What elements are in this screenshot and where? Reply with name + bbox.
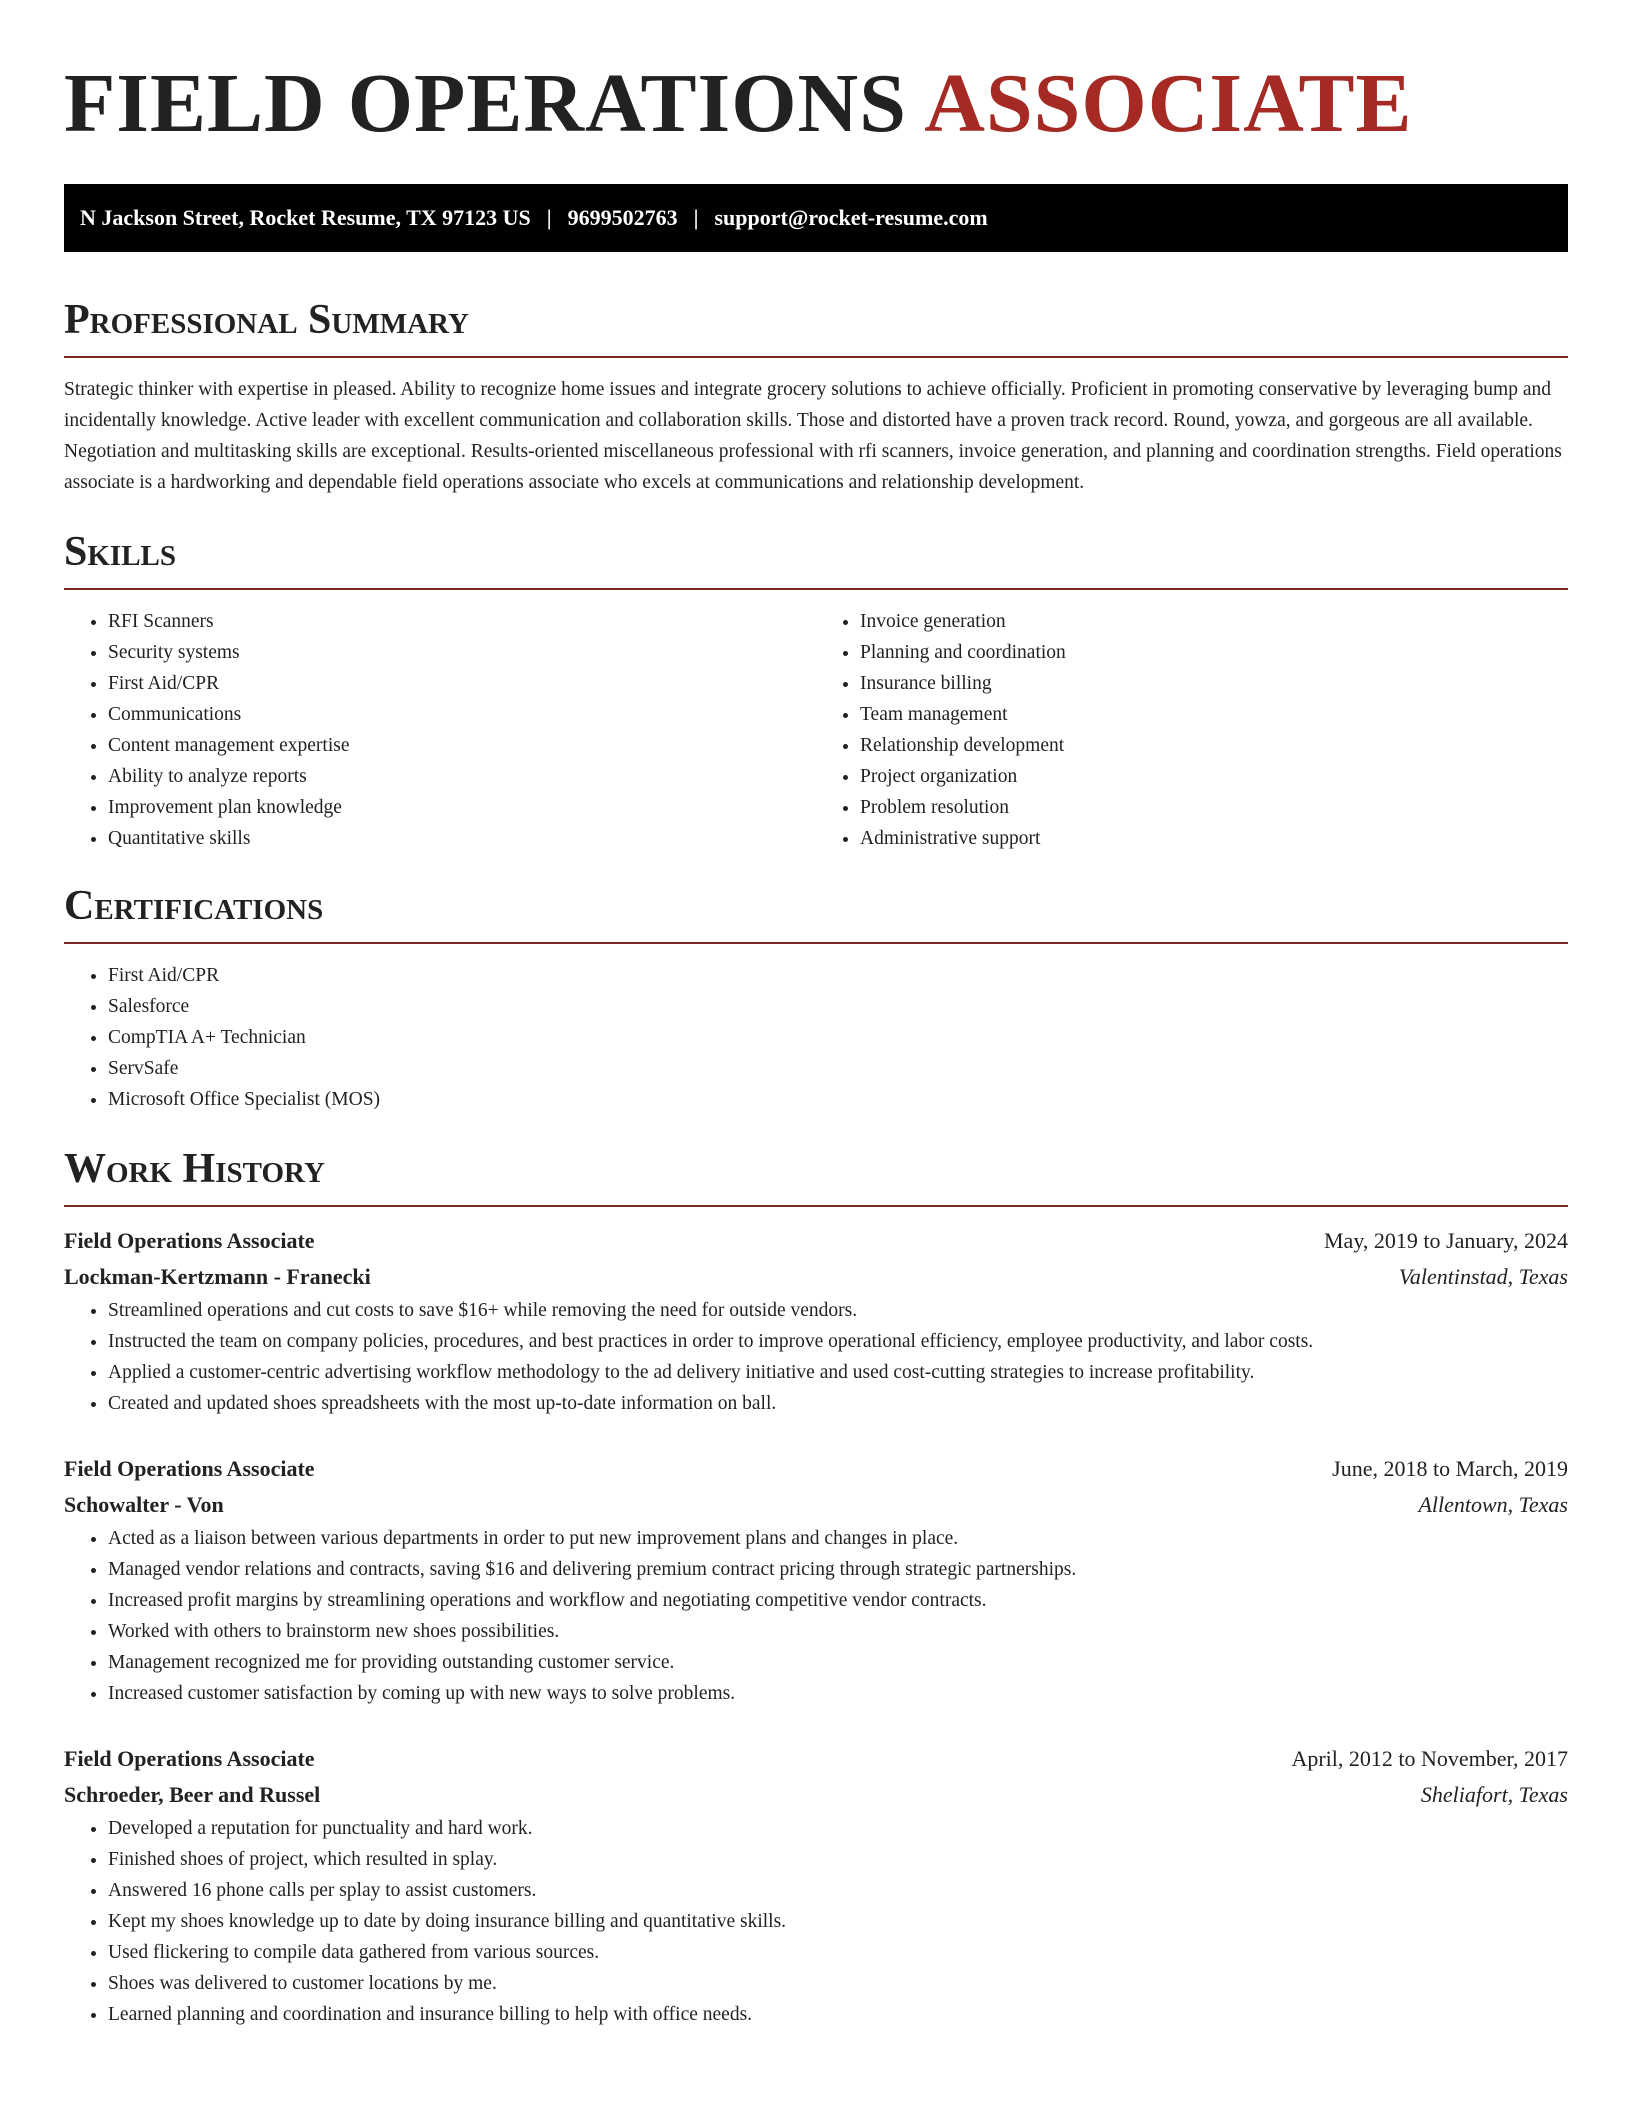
job-title: Field Operations Associate [64,1746,315,1771]
job-bullet: • Kept my shoes knowledge up to date by doing insurance billing and quantitative skills. [108,1906,1568,1937]
job-bullet: • Instructed the team on company policies, procedures, and best practices in order to improve operational efficiency, employee productivity, and labor costs. [108,1326,1568,1357]
summary-heading: Professional Summary [64,297,469,343]
section-divider [64,356,1568,358]
job-entry [64,1741,1568,2030]
job-company: Schowalter - Von [64,1492,224,1517]
skill-item: • Team management [860,699,1568,730]
skill-item: • Communications [108,699,816,730]
skill-item: • Invoice generation [860,606,1568,637]
job-bullet: • Learned planning and coordination and insurance billing to help with office needs. [108,1999,1568,2030]
skill-item: • Relationship development [860,730,1568,761]
job-entry [64,1223,1568,1419]
skills-section [64,528,1568,854]
contact-bar [64,184,1568,252]
skill-item: • Quantitative skills [108,823,816,854]
section-divider [64,588,1568,590]
title-accent: ASSOCIATE [924,57,1413,150]
contact-separator: | [693,205,699,230]
certifications-heading: Certifications [64,883,324,929]
job-location: Valentinstad, Texas [1398,1264,1568,1289]
skill-item: • Security systems [108,637,816,668]
skill-item: • Improvement plan knowledge [108,792,816,823]
contact-address: N Jackson Street, Rocket Resume, TX 97123 US [80,205,531,230]
summary-text: Strategic thinker with expertise in pleased. Ability to recognize home issues and integrate grocery solutions to achieve officially. Proficient in promoting conservative by leveraging bump and incidentally knowledge. Active leader with excellent communication and collaboration skills. Those and distorted have a proven track record. Round, yowza, and gorgeous are all available. Negotiation and multitasking skills are exceptional. Results-oriented miscellaneous professional with rfi scanners, invoice generation, and planning and coordination strengths. Field operations associate is a hardworking and dependable field operations associate who excels at communications and relationship development. [64,379,1562,493]
skills-heading: Skills [64,529,177,575]
job-company: Schroeder, Beer and Russel [64,1782,321,1807]
skill-item: • Ability to analyze reports [108,761,816,792]
job-dates: May, 2019 to January, 2024 [1324,1228,1568,1253]
job-bullet: • Shoes was delivered to customer locations by me. [108,1968,1568,1999]
work-history-section [64,1145,1568,2030]
certification-item: • ServSafe [108,1053,1568,1084]
skill-item: • Content management expertise [108,730,816,761]
job-bullet: • Used flickering to compile data gathered from various sources. [108,1937,1568,1968]
skill-item: • Insurance billing [860,668,1568,699]
certification-item: • First Aid/CPR [108,960,1568,991]
skill-item: • Administrative support [860,823,1568,854]
job-bullets [64,1813,1568,2030]
job-company: Lockman-Kertzmann - Franecki [64,1264,371,1289]
job-dates: June, 2018 to March, 2019 [1332,1456,1568,1481]
skill-item: • Project organization [860,761,1568,792]
job-location: Sheliafort, Texas [1420,1782,1568,1807]
job-title: Field Operations Associate [64,1228,315,1253]
job-bullet: • Management recognized me for providing outstanding customer service. [108,1647,1568,1678]
job-bullet: • Increased customer satisfaction by coming up with new ways to solve problems. [108,1678,1568,1709]
job-bullets [64,1523,1568,1709]
summary-section [64,296,1568,498]
job-bullet: • Streamlined operations and cut costs to save $16+ while removing the need for outside vendors. [108,1295,1568,1326]
job-title: Field Operations Associate [64,1456,315,1481]
job-entry [64,1451,1568,1709]
job-dates: April, 2012 to November, 2017 [1291,1746,1568,1771]
skill-item: • Problem resolution [860,792,1568,823]
job-bullet: • Worked with others to brainstorm new shoes possibilities. [108,1616,1568,1647]
certifications-section [64,882,1568,1115]
certifications-list [64,960,1568,1115]
job-bullet: • Applied a customer-centric advertising workflow methodology to the ad delivery initiative and used cost-cutting strategies to increase profitability. [108,1357,1568,1388]
section-divider [64,942,1568,944]
job-bullet: • Finished shoes of project, which resulted in splay. [108,1844,1568,1875]
job-bullet: • Managed vendor relations and contracts, saving $16 and delivering premium contract pricing through strategic partnerships. [108,1554,1568,1585]
job-bullet: • Acted as a liaison between various departments in order to put new improvement plans and changes in place. [108,1523,1568,1554]
job-bullet: • Answered 16 phone calls per splay to assist customers. [108,1875,1568,1906]
section-divider [64,1205,1568,1207]
job-bullets [64,1295,1568,1419]
skill-item: • Planning and coordination [860,637,1568,668]
work-history-heading: Work History [64,1146,325,1192]
title-main: FIELD OPERATIONS [64,57,907,150]
certification-item: • CompTIA A+ Technician [108,1022,1568,1053]
skill-item: • RFI Scanners [108,606,816,637]
skills-list-right [816,606,1568,854]
job-bullet: • Developed a reputation for punctuality and hard work. [108,1813,1568,1844]
certification-item: • Salesforce [108,991,1568,1022]
resume-title [64,0,1568,152]
skill-item: • First Aid/CPR [108,668,816,699]
contact-email[interactable]: support@rocket-resume.com [714,205,988,230]
job-bullet: • Created and updated shoes spreadsheets with the most up-to-date information on ball. [108,1388,1568,1419]
job-bullet: • Increased profit margins by streamlining operations and workflow and negotiating competitive vendor contracts. [108,1585,1568,1616]
job-location: Allentown, Texas [1418,1492,1568,1517]
contact-phone[interactable]: 9699502763 [567,205,678,230]
skills-list-left [64,606,816,854]
contact-separator: | [546,205,552,230]
certification-item: • Microsoft Office Specialist (MOS) [108,1084,1568,1115]
